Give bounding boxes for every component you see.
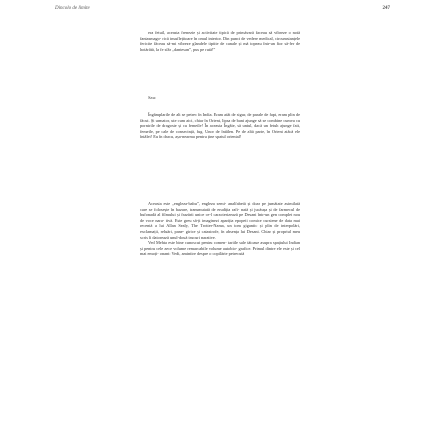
body-text: [140, 201, 300, 257]
running-title: Dincolo de limite: [55, 6, 90, 11]
paragraph-text: era fetuil, aceasta frenezie și activitate tipică de primăvară faceau să vibreze o notă fantasmago- rică insuflețitoare în omul interior. Din punct de vedere medical, circumstanțele fericite făceau să-mi vibreze glandele tiptite de canale și mă topeau într-un fior să-fer de hotărâtă, la fe sfâr „dantesan”, pus pe rută!”: [140, 30, 300, 52]
page-number: 247: [382, 6, 390, 11]
section-connector: Sau:: [148, 95, 157, 100]
paragraph-text: Aceasta este „engleza-babu”, engleza semi- analfabetă și doar pe jumătate asimilată care se folosește în bazare, transmutată de erudiția rafi- nată și jucăușa și de farmecul de bufonadă al filmului și frazării unice ce-l caracterizează pe Desani într-un gen complet nou de voce nara- tivă. Este greu să-ți imaginezi apariția epopeii comice cursiene de data mai recentă a lui Allan Sealy, The Trotter-Nama, un tom gigantic și plin de interpolări, exclamații, reluări, pane- girice și catastrofe, în absența lui Desani. Chiar și propriul meu scris îi datorează unul-două trucuri narative.: [140, 201, 300, 240]
paragraph-text: Ved Mehta este bine cunoscut pentru comen- tariile sale tăioase asupra spațiului Indian și pentru cele zece volume remarcabile volume autobio- grafice. Primul dintre ele este și cel mai emoți- onant: Vedi, amintire despre o copilărie petrecută: [140, 240, 300, 257]
opening-paragraph: [140, 30, 300, 52]
quoted-excerpt: [140, 112, 300, 140]
running-header: [55, 6, 390, 16]
paragraph-text: Îngâmplarile de alt se petrec în India. Eram atât de sigur, de parale de fapt, eram plin de făcut. Și urmator, ute cum aici, chiar în Orient, lipsa de bani ajunge să se combine cumva cu pornirile de dragoste și cu femeile! În aceasta Îngâie, să untul, dacă un fetuh ajunge fait, femeile, pe cale de consecință, fug. Unor de întâlen. Pe de altă parte, în Orient atâcă ele întâlei! Eu în dracu, așa-nearma pentru ține spatul oriental!: [140, 112, 300, 140]
